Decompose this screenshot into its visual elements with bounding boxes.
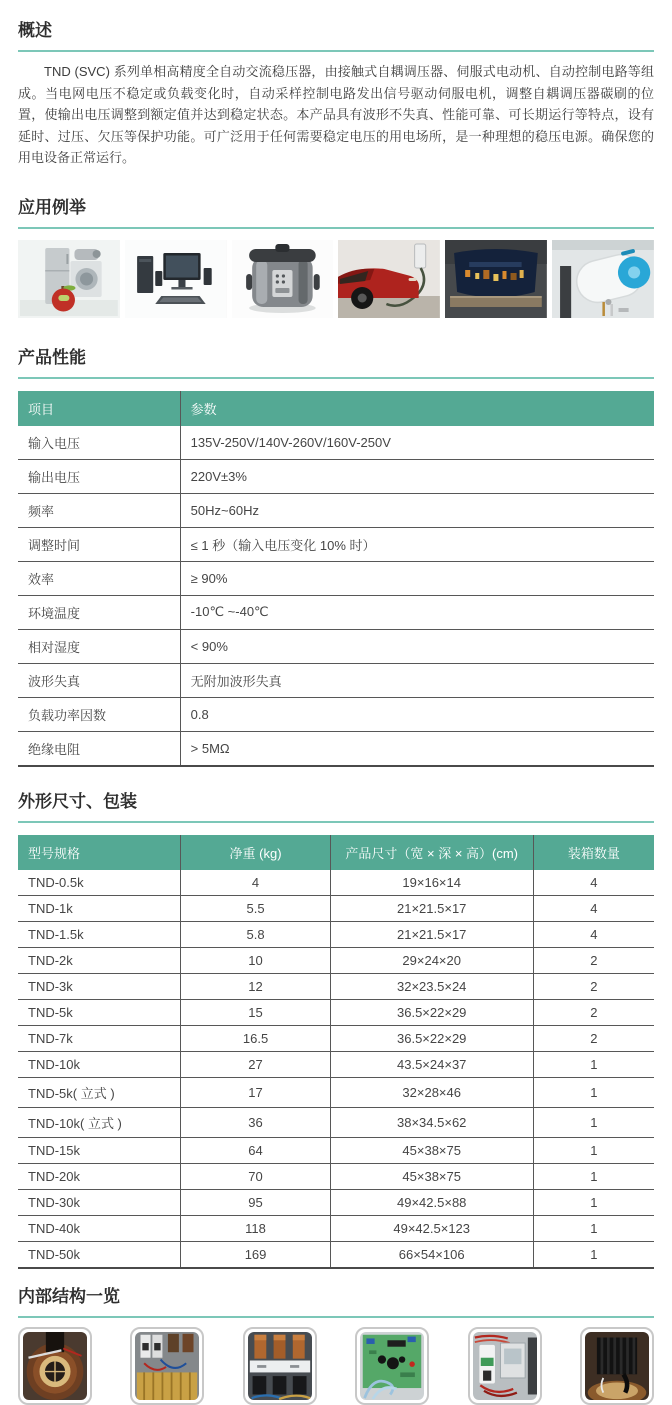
column-header: 项目 [18,391,180,426]
column-header: 净重 (kg) [181,835,330,870]
table-cell: 220V±3% [180,459,654,493]
control-pcb-photo [355,1327,429,1405]
table-cell: 38×34.5×62 [330,1107,533,1137]
section-performance [18,339,654,767]
performance-heading: 产品性能 [18,339,654,379]
application-photo-strip [18,240,654,318]
table-cell: TND-10k( 立式 ) [18,1107,181,1137]
refrigerator-washer-photo [18,240,120,318]
table-cell: 1 [533,1241,654,1268]
table-row [18,731,654,766]
table-row [18,493,654,527]
coil-and-breakers-photo [130,1327,204,1405]
table-cell: 效率 [18,561,180,595]
table-cell: TND-3k [18,973,181,999]
table-cell: 43.5×24×37 [330,1051,533,1077]
electric-car-charging-photo [338,240,440,318]
overview-paragraph: TND (SVC) 系列单相高精度全自动交流稳压器，由接触式自耦调压器、伺服式电动机、自动控制电路等组成。当电网电压不稳定或负载变化时，自动采样控制电路发出信号驱动伺服电机，调整自耦调压器碳刷的位置，使输出电压调整到额定值并达到稳定状态。本产品具有波形不失真、性能可靠、可长期运行等特点，设有延时、过压、欠压等保护功能。可广泛用于任何需要稳定电压的用电场所，是一种理想的稳压电源。确保您的用电设备正常运行。 [18,64,654,165]
dimensions-heading: 外形尺寸、包装 [18,783,654,823]
table-cell: 4 [533,870,654,896]
table-cell: 1 [533,1051,654,1077]
table-cell: < 90% [180,629,654,663]
table-cell: 1 [533,1077,654,1107]
table-cell: 36.5×22×29 [330,999,533,1025]
table-cell: 1 [533,1107,654,1137]
table-cell: TND-40k [18,1215,181,1241]
table-row [18,1051,654,1077]
table-row [18,1077,654,1107]
table-cell: 169 [181,1241,330,1268]
table-row [18,1137,654,1163]
table-cell: 64 [181,1137,330,1163]
table-cell: ≥ 90% [180,561,654,595]
table-row [18,697,654,731]
table-cell: 15 [181,999,330,1025]
table-cell: 4 [533,921,654,947]
table-cell: TND-2k [18,947,181,973]
table-cell: 70 [181,1163,330,1189]
rice-cooker-photo [232,240,334,318]
table-cell: 49×42.5×123 [330,1215,533,1241]
table-cell: 17 [181,1077,330,1107]
table-row [18,595,654,629]
table-row [18,663,654,697]
table-cell: TND-0.5k [18,870,181,896]
table-cell: 118 [181,1215,330,1241]
column-header: 装箱数量 [533,835,654,870]
table-cell: TND-50k [18,1241,181,1268]
table-row [18,870,654,896]
table-row [18,1241,654,1268]
table-cell: 45×38×75 [330,1137,533,1163]
table-row [18,459,654,493]
heat-sink-photo [580,1327,654,1405]
table-cell: TND-20k [18,1163,181,1189]
table-cell: 95 [181,1189,330,1215]
table-cell: 45×38×75 [330,1163,533,1189]
table-row [18,527,654,561]
table-row [18,921,654,947]
table-cell: 50Hz~60Hz [180,493,654,527]
section-overview [18,12,654,169]
table-cell: > 5MΩ [180,731,654,766]
table-cell: 频率 [18,493,180,527]
table-cell: -10℃ ~-40℃ [180,595,654,629]
table-cell: 21×21.5×17 [330,895,533,921]
table-cell: 2 [533,1025,654,1051]
table-cell: 21×21.5×17 [330,921,533,947]
section-internal-structure [18,1278,654,1405]
table-cell: 5.8 [181,921,330,947]
performance-table-body [18,426,654,766]
table-row [18,999,654,1025]
water-heater-photo [552,240,654,318]
table-cell: 10 [181,947,330,973]
table-cell: 1 [533,1163,654,1189]
curved-tv-photo [445,240,547,318]
performance-header-row [18,391,654,426]
table-cell: 1 [533,1189,654,1215]
table-row [18,947,654,973]
table-cell: 16.5 [181,1025,330,1051]
overview-heading: 概述 [18,12,654,52]
table-cell: 调整时间 [18,527,180,561]
table-cell: 波形失真 [18,663,180,697]
table-cell: 绝缘电阻 [18,731,180,766]
table-cell: 无附加波形失真 [180,663,654,697]
table-cell: ≤ 1 秒（输入电压变化 10% 时） [180,527,654,561]
table-row [18,1189,654,1215]
column-header: 产品尺寸（宽 × 深 × 高）(cm) [330,835,533,870]
table-cell: TND-30k [18,1189,181,1215]
table-row [18,973,654,999]
table-cell: 29×24×20 [330,947,533,973]
table-cell: 相对湿度 [18,629,180,663]
dimensions-table-body [18,870,654,1268]
internal-structure-heading: 内部结构一览 [18,1278,654,1318]
table-cell: 49×42.5×88 [330,1189,533,1215]
table-cell: 66×54×106 [330,1241,533,1268]
applications-heading: 应用例举 [18,189,654,229]
table-cell: 32×28×46 [330,1077,533,1107]
table-cell: 2 [533,947,654,973]
table-cell: 36 [181,1107,330,1137]
dimensions-header-row [18,835,654,870]
table-row [18,1025,654,1051]
table-cell: 1 [533,1215,654,1241]
table-cell: TND-1.5k [18,921,181,947]
table-cell: 36.5×22×29 [330,1025,533,1051]
table-row [18,561,654,595]
table-cell: 12 [181,973,330,999]
table-cell: TND-1k [18,895,181,921]
desktop-computers-photo [125,240,227,318]
table-row [18,426,654,460]
table-cell: 135V-250V/140V-260V/160V-250V [180,426,654,460]
table-cell: 5.5 [181,895,330,921]
column-header: 参数 [180,391,654,426]
table-cell: TND-5k( 立式 ) [18,1077,181,1107]
toroidal-transformer-photo [18,1327,92,1405]
table-cell: 19×16×14 [330,870,533,896]
table-cell: 负载功率因数 [18,697,180,731]
column-header: 型号规格 [18,835,181,870]
table-cell: TND-10k [18,1051,181,1077]
table-cell: 环境温度 [18,595,180,629]
table-cell: 27 [181,1051,330,1077]
performance-table [18,391,654,767]
table-row [18,1163,654,1189]
table-cell: TND-7k [18,1025,181,1051]
table-cell: 4 [533,895,654,921]
internal-structure-photo-strip [18,1327,654,1405]
table-cell: 1 [533,1137,654,1163]
table-row [18,895,654,921]
table-cell: 32×23.5×24 [330,973,533,999]
section-applications [18,189,654,318]
dimensions-table [18,835,654,1269]
table-cell: TND-15k [18,1137,181,1163]
circuit-breaker-photo [468,1327,542,1405]
table-cell: TND-5k [18,999,181,1025]
table-cell: 4 [181,870,330,896]
section-dimensions [18,783,654,1269]
table-cell: 输出电压 [18,459,180,493]
table-cell: 0.8 [180,697,654,731]
terminal-blocks-photo [243,1327,317,1405]
table-cell: 2 [533,973,654,999]
table-row [18,1107,654,1137]
table-cell: 2 [533,999,654,1025]
table-row [18,1215,654,1241]
table-row [18,629,654,663]
table-cell: 输入电压 [18,426,180,460]
